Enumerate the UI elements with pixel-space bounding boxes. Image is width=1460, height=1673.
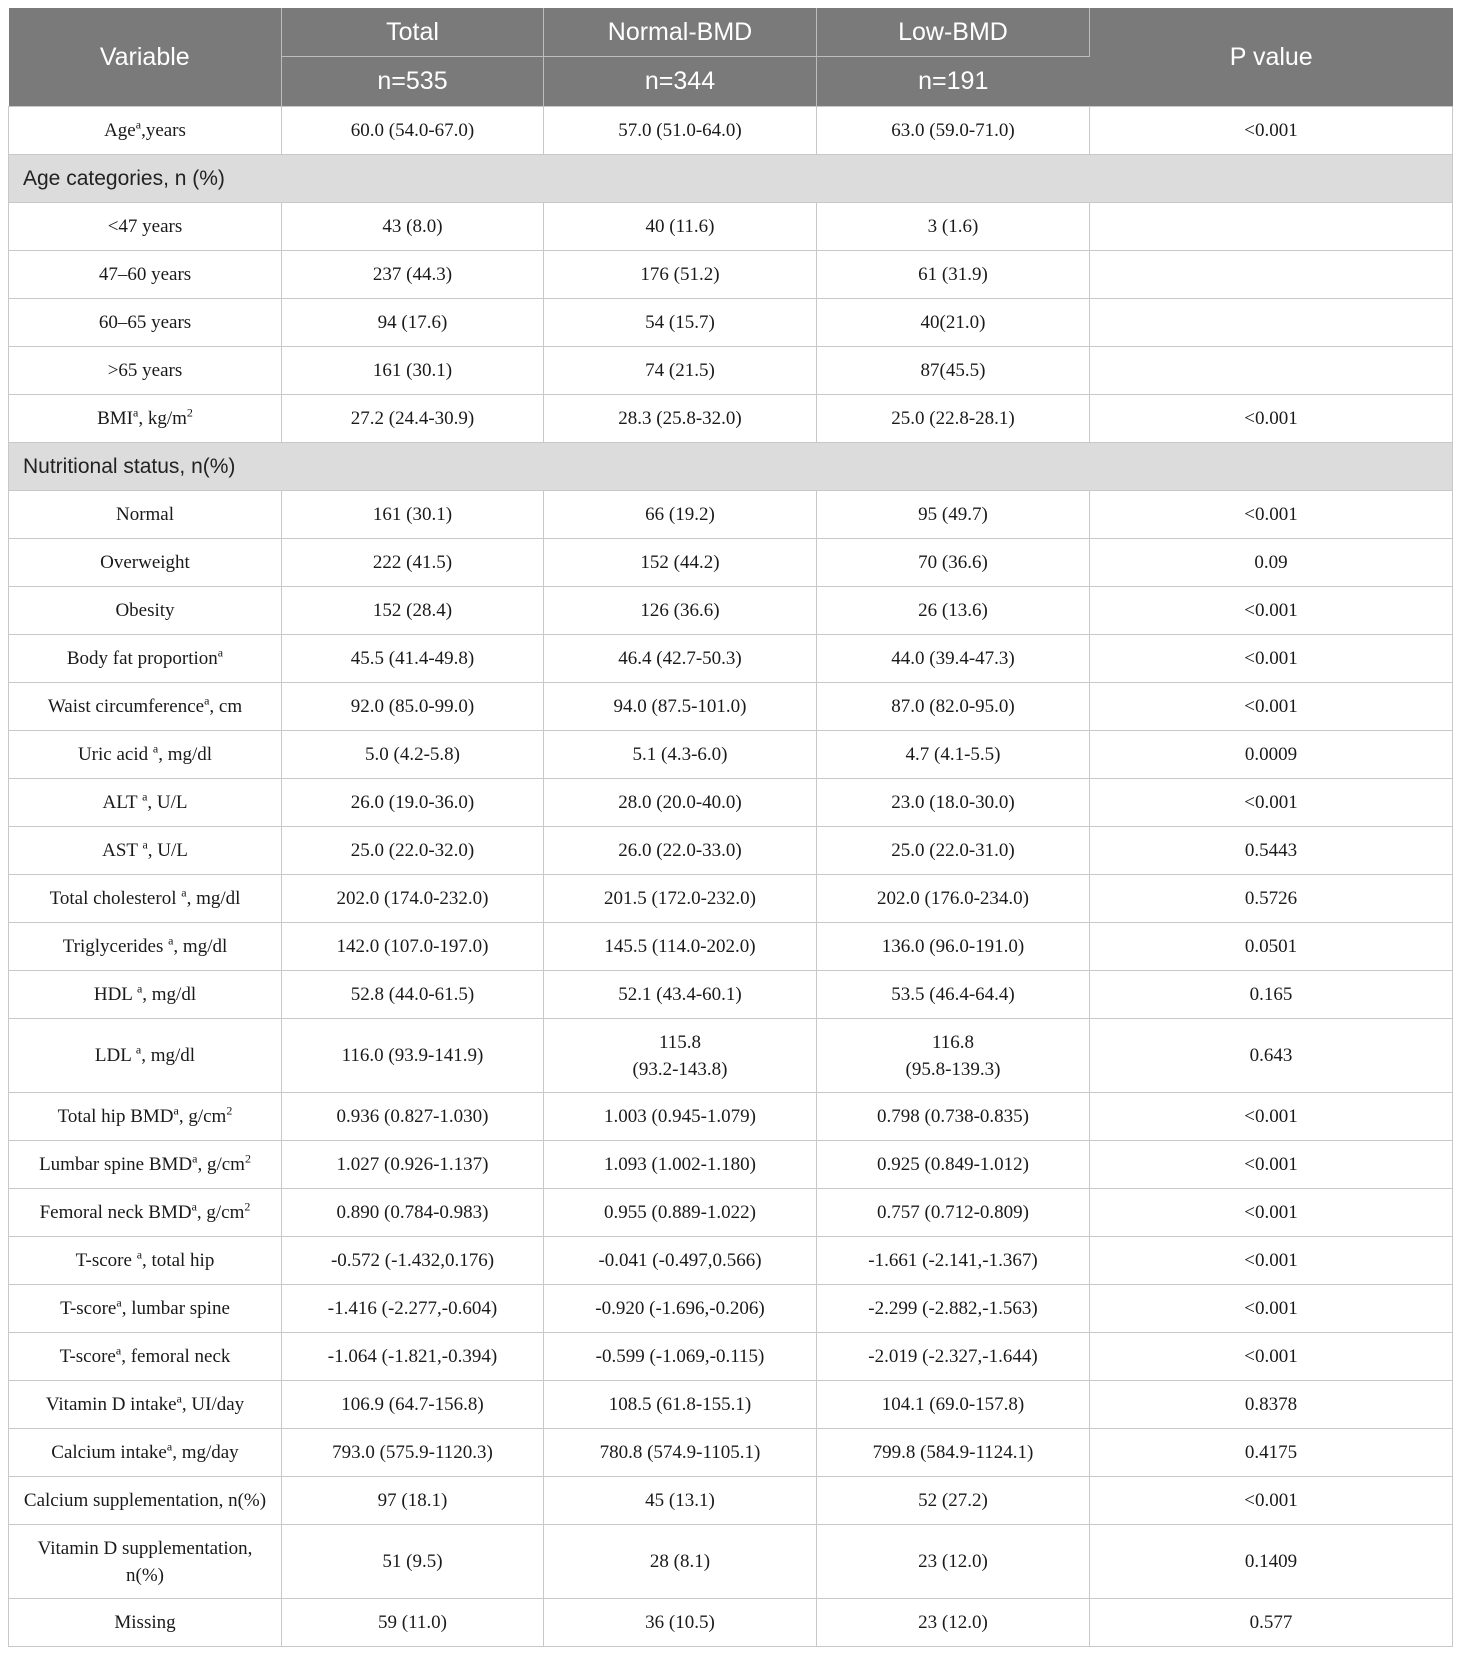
cell-low: 26 (13.6) <box>817 587 1090 635</box>
cell-normal: 126 (36.6) <box>544 587 817 635</box>
header-n-total: n=535 <box>282 57 544 107</box>
cell-p: 0.0501 <box>1090 923 1453 971</box>
cell-total: 142.0 (107.0-197.0) <box>282 923 544 971</box>
row-label: Vitamin D supplementation, n(%) <box>9 1525 282 1599</box>
table-row <box>9 1429 1453 1477</box>
cell-total: 237 (44.3) <box>282 251 544 299</box>
cell-low: 0.757 (0.712-0.809) <box>817 1189 1090 1237</box>
row-label: T-score $^a$, total hip <box>9 1237 282 1285</box>
cell-normal: 52.1 (43.4-60.1) <box>544 971 817 1019</box>
cell-low: 3 (1.6) <box>817 203 1090 251</box>
cell-low: 40(21.0) <box>817 299 1090 347</box>
cell-normal: 74 (21.5) <box>544 347 817 395</box>
cell-p: 0.577 <box>1090 1599 1453 1647</box>
cell-p: 0.643 <box>1090 1019 1453 1093</box>
cell-low: 116.8 (95.8-139.3) <box>817 1019 1090 1093</box>
table-row <box>9 251 1453 299</box>
cell-total: -1.416 (-2.277,-0.604) <box>282 1285 544 1333</box>
cell-low: 61 (31.9) <box>817 251 1090 299</box>
row-label: AST $^a$, U/L <box>9 827 282 875</box>
cell-total: 152 (28.4) <box>282 587 544 635</box>
baseline-characteristics-table <box>8 8 1453 1647</box>
cell-normal: 5.1 (4.3-6.0) <box>544 731 817 779</box>
cell-p <box>1090 251 1453 299</box>
cell-low: 23.0 (18.0-30.0) <box>817 779 1090 827</box>
row-label: T-score$^a$, lumbar spine <box>9 1285 282 1333</box>
table-row <box>9 203 1453 251</box>
cell-low: 799.8 (584.9-1124.1) <box>817 1429 1090 1477</box>
table-row <box>9 635 1453 683</box>
table-row <box>9 1141 1453 1189</box>
row-label: 47–60 years <box>9 251 282 299</box>
cell-total: 59 (11.0) <box>282 1599 544 1647</box>
cell-normal: 57.0 (51.0-64.0) <box>544 107 817 155</box>
cell-low: 202.0 (176.0-234.0) <box>817 875 1090 923</box>
row-label: ALT $^a$, U/L <box>9 779 282 827</box>
header-total: Total <box>282 8 544 57</box>
cell-normal: 45 (13.1) <box>544 1477 817 1525</box>
cell-normal: 66 (19.2) <box>544 491 817 539</box>
cell-p: <0.001 <box>1090 1333 1453 1381</box>
header-normal-bmd: Normal-BMD <box>544 8 817 57</box>
row-label: HDL $^a$, mg/dl <box>9 971 282 1019</box>
table-row <box>9 683 1453 731</box>
cell-low: 0.925 (0.849-1.012) <box>817 1141 1090 1189</box>
cell-normal: -0.920 (-1.696,-0.206) <box>544 1285 817 1333</box>
cell-p <box>1090 203 1453 251</box>
cell-p: 0.8378 <box>1090 1381 1453 1429</box>
table-row <box>9 395 1453 443</box>
cell-total: 106.9 (64.7-156.8) <box>282 1381 544 1429</box>
cell-total: 60.0 (54.0-67.0) <box>282 107 544 155</box>
table-row <box>9 779 1453 827</box>
cell-total: 45.5 (41.4-49.8) <box>282 635 544 683</box>
table-row <box>9 923 1453 971</box>
cell-p: <0.001 <box>1090 683 1453 731</box>
cell-total: 97 (18.1) <box>282 1477 544 1525</box>
row-label: Missing <box>9 1599 282 1647</box>
table-row <box>9 1333 1453 1381</box>
cell-p: <0.001 <box>1090 1189 1453 1237</box>
cell-total: 161 (30.1) <box>282 491 544 539</box>
cell-low: 104.1 (69.0-157.8) <box>817 1381 1090 1429</box>
table-row <box>9 491 1453 539</box>
cell-p: <0.001 <box>1090 779 1453 827</box>
table-row <box>9 299 1453 347</box>
row-label: BMI$^a$, $kg/m^2$ <box>9 395 282 443</box>
header-n-normal: n=344 <box>544 57 817 107</box>
cell-normal: 28 (8.1) <box>544 1525 817 1599</box>
cell-total: 27.2 (24.4-30.9) <box>282 395 544 443</box>
header-variable: Variable <box>9 8 282 107</box>
table-row <box>9 1019 1453 1093</box>
cell-normal: 0.955 (0.889-1.022) <box>544 1189 817 1237</box>
row-label: Uric acid $^a$, mg/dl <box>9 731 282 779</box>
table-row <box>9 107 1453 155</box>
row-label: Triglycerides $^a$, mg/dl <box>9 923 282 971</box>
table-row <box>9 1381 1453 1429</box>
cell-normal: 152 (44.2) <box>544 539 817 587</box>
row-label: Calcium supplementation, n(%) <box>9 1477 282 1525</box>
table-row <box>9 971 1453 1019</box>
cell-p: <0.001 <box>1090 395 1453 443</box>
cell-p: <0.001 <box>1090 1477 1453 1525</box>
row-label: Vitamin D intake$^a$, UI/day <box>9 1381 282 1429</box>
cell-low: 95 (49.7) <box>817 491 1090 539</box>
table-row <box>9 587 1453 635</box>
cell-p <box>1090 347 1453 395</box>
cell-low: -2.019 (-2.327,-1.644) <box>817 1333 1090 1381</box>
cell-low: 136.0 (96.0-191.0) <box>817 923 1090 971</box>
cell-normal: 780.8 (574.9-1105.1) <box>544 1429 817 1477</box>
cell-p: <0.001 <box>1090 491 1453 539</box>
cell-normal: 46.4 (42.7-50.3) <box>544 635 817 683</box>
cell-normal: 1.093 (1.002-1.180) <box>544 1141 817 1189</box>
cell-normal: 201.5 (172.0-232.0) <box>544 875 817 923</box>
cell-total: 26.0 (19.0-36.0) <box>282 779 544 827</box>
cell-total: 5.0 (4.2-5.8) <box>282 731 544 779</box>
table-row <box>9 731 1453 779</box>
table-row <box>9 875 1453 923</box>
row-label: Waist circumference$^a$, cm <box>9 683 282 731</box>
row-label: Calcium intake$^a$, mg/day <box>9 1429 282 1477</box>
cell-total: 0.890 (0.784-0.983) <box>282 1189 544 1237</box>
cell-p: <0.001 <box>1090 635 1453 683</box>
cell-low: 53.5 (46.4-64.4) <box>817 971 1090 1019</box>
cell-total: 202.0 (174.0-232.0) <box>282 875 544 923</box>
cell-low: 25.0 (22.8-28.1) <box>817 395 1090 443</box>
section-age-categories: Age categories, n (%) <box>9 155 1453 203</box>
cell-total: 92.0 (85.0-99.0) <box>282 683 544 731</box>
table-row <box>9 1237 1453 1285</box>
cell-normal: 94.0 (87.5-101.0) <box>544 683 817 731</box>
cell-normal: 26.0 (22.0-33.0) <box>544 827 817 875</box>
row-label: Femoral neck BMD$^a$, $g/cm^2$ <box>9 1189 282 1237</box>
cell-total: 0.936 (0.827-1.030) <box>282 1093 544 1141</box>
cell-normal: 40 (11.6) <box>544 203 817 251</box>
cell-total: 51 (9.5) <box>282 1525 544 1599</box>
table-row <box>9 1093 1453 1141</box>
cell-total: 116.0 (93.9-141.9) <box>282 1019 544 1093</box>
cell-p: <0.001 <box>1090 1141 1453 1189</box>
cell-total: 161 (30.1) <box>282 347 544 395</box>
cell-normal: 1.003 (0.945-1.079) <box>544 1093 817 1141</box>
cell-p: 0.0009 <box>1090 731 1453 779</box>
row-label: <47 years <box>9 203 282 251</box>
row-label: T-score$^a$, femoral neck <box>9 1333 282 1381</box>
header-p-value: P value <box>1090 8 1453 107</box>
cell-normal: -0.599 (-1.069,-0.115) <box>544 1333 817 1381</box>
row-label: Body fat proportion$^a$ <box>9 635 282 683</box>
section-nutritional-status: Nutritional status, n(%) <box>9 443 1453 491</box>
cell-total: 25.0 (22.0-32.0) <box>282 827 544 875</box>
cell-p: <0.001 <box>1090 1093 1453 1141</box>
cell-low: 87(45.5) <box>817 347 1090 395</box>
cell-p: <0.001 <box>1090 1285 1453 1333</box>
cell-normal: 108.5 (61.8-155.1) <box>544 1381 817 1429</box>
row-label: Age$^a$,years <box>9 107 282 155</box>
cell-normal: 176 (51.2) <box>544 251 817 299</box>
section-row <box>9 443 1453 491</box>
table-row <box>9 1477 1453 1525</box>
cell-normal: 36 (10.5) <box>544 1599 817 1647</box>
cell-p: <0.001 <box>1090 587 1453 635</box>
cell-p: 0.5726 <box>1090 875 1453 923</box>
row-label: Total hip BMD$^a$, $g/cm^2$ <box>9 1093 282 1141</box>
cell-low: -1.661 (-2.141,-1.367) <box>817 1237 1090 1285</box>
header-n-low: n=191 <box>817 57 1090 107</box>
cell-normal: -0.041 (-0.497,0.566) <box>544 1237 817 1285</box>
cell-p: <0.001 <box>1090 1237 1453 1285</box>
cell-normal: 28.0 (20.0-40.0) <box>544 779 817 827</box>
cell-p: 0.165 <box>1090 971 1453 1019</box>
cell-p <box>1090 299 1453 347</box>
row-label: Obesity <box>9 587 282 635</box>
row-label: LDL $^a$, mg/dl <box>9 1019 282 1093</box>
cell-normal: 145.5 (114.0-202.0) <box>544 923 817 971</box>
cell-total: 1.027 (0.926-1.137) <box>282 1141 544 1189</box>
cell-p: 0.4175 <box>1090 1429 1453 1477</box>
cell-low: 4.7 (4.1-5.5) <box>817 731 1090 779</box>
row-label: Total cholesterol $^a$, mg/dl <box>9 875 282 923</box>
cell-low: 0.798 (0.738-0.835) <box>817 1093 1090 1141</box>
row-label: 60–65 years <box>9 299 282 347</box>
cell-total: -1.064 (-1.821,-0.394) <box>282 1333 544 1381</box>
table-row <box>9 1285 1453 1333</box>
row-label: Overweight <box>9 539 282 587</box>
table-row <box>9 1189 1453 1237</box>
cell-total: 222 (41.5) <box>282 539 544 587</box>
section-row <box>9 155 1453 203</box>
cell-normal: 115.8 (93.2-143.8) <box>544 1019 817 1093</box>
cell-low: -2.299 (-2.882,-1.563) <box>817 1285 1090 1333</box>
row-label: >65 years <box>9 347 282 395</box>
cell-low: 52 (27.2) <box>817 1477 1090 1525</box>
cell-low: 23 (12.0) <box>817 1599 1090 1647</box>
cell-low: 63.0 (59.0-71.0) <box>817 107 1090 155</box>
cell-normal: 54 (15.7) <box>544 299 817 347</box>
cell-total: 793.0 (575.9-1120.3) <box>282 1429 544 1477</box>
cell-total: 43 (8.0) <box>282 203 544 251</box>
header-low-bmd: Low-BMD <box>817 8 1090 57</box>
table-row <box>9 539 1453 587</box>
cell-p: 0.09 <box>1090 539 1453 587</box>
table-row <box>9 347 1453 395</box>
cell-normal: 28.3 (25.8-32.0) <box>544 395 817 443</box>
cell-low: 44.0 (39.4-47.3) <box>817 635 1090 683</box>
cell-p: 0.1409 <box>1090 1525 1453 1599</box>
cell-low: 23 (12.0) <box>817 1525 1090 1599</box>
cell-low: 87.0 (82.0-95.0) <box>817 683 1090 731</box>
cell-total: -0.572 (-1.432,0.176) <box>282 1237 544 1285</box>
cell-low: 25.0 (22.0-31.0) <box>817 827 1090 875</box>
table-row <box>9 827 1453 875</box>
table-row <box>9 1525 1453 1599</box>
cell-low: 70 (36.6) <box>817 539 1090 587</box>
row-label: Lumbar spine BMD$^a$, $g/cm^2$ <box>9 1141 282 1189</box>
row-label: Normal <box>9 491 282 539</box>
cell-total: 94 (17.6) <box>282 299 544 347</box>
table-row <box>9 1599 1453 1647</box>
cell-total: 52.8 (44.0-61.5) <box>282 971 544 1019</box>
cell-p: 0.5443 <box>1090 827 1453 875</box>
cell-p: <0.001 <box>1090 107 1453 155</box>
